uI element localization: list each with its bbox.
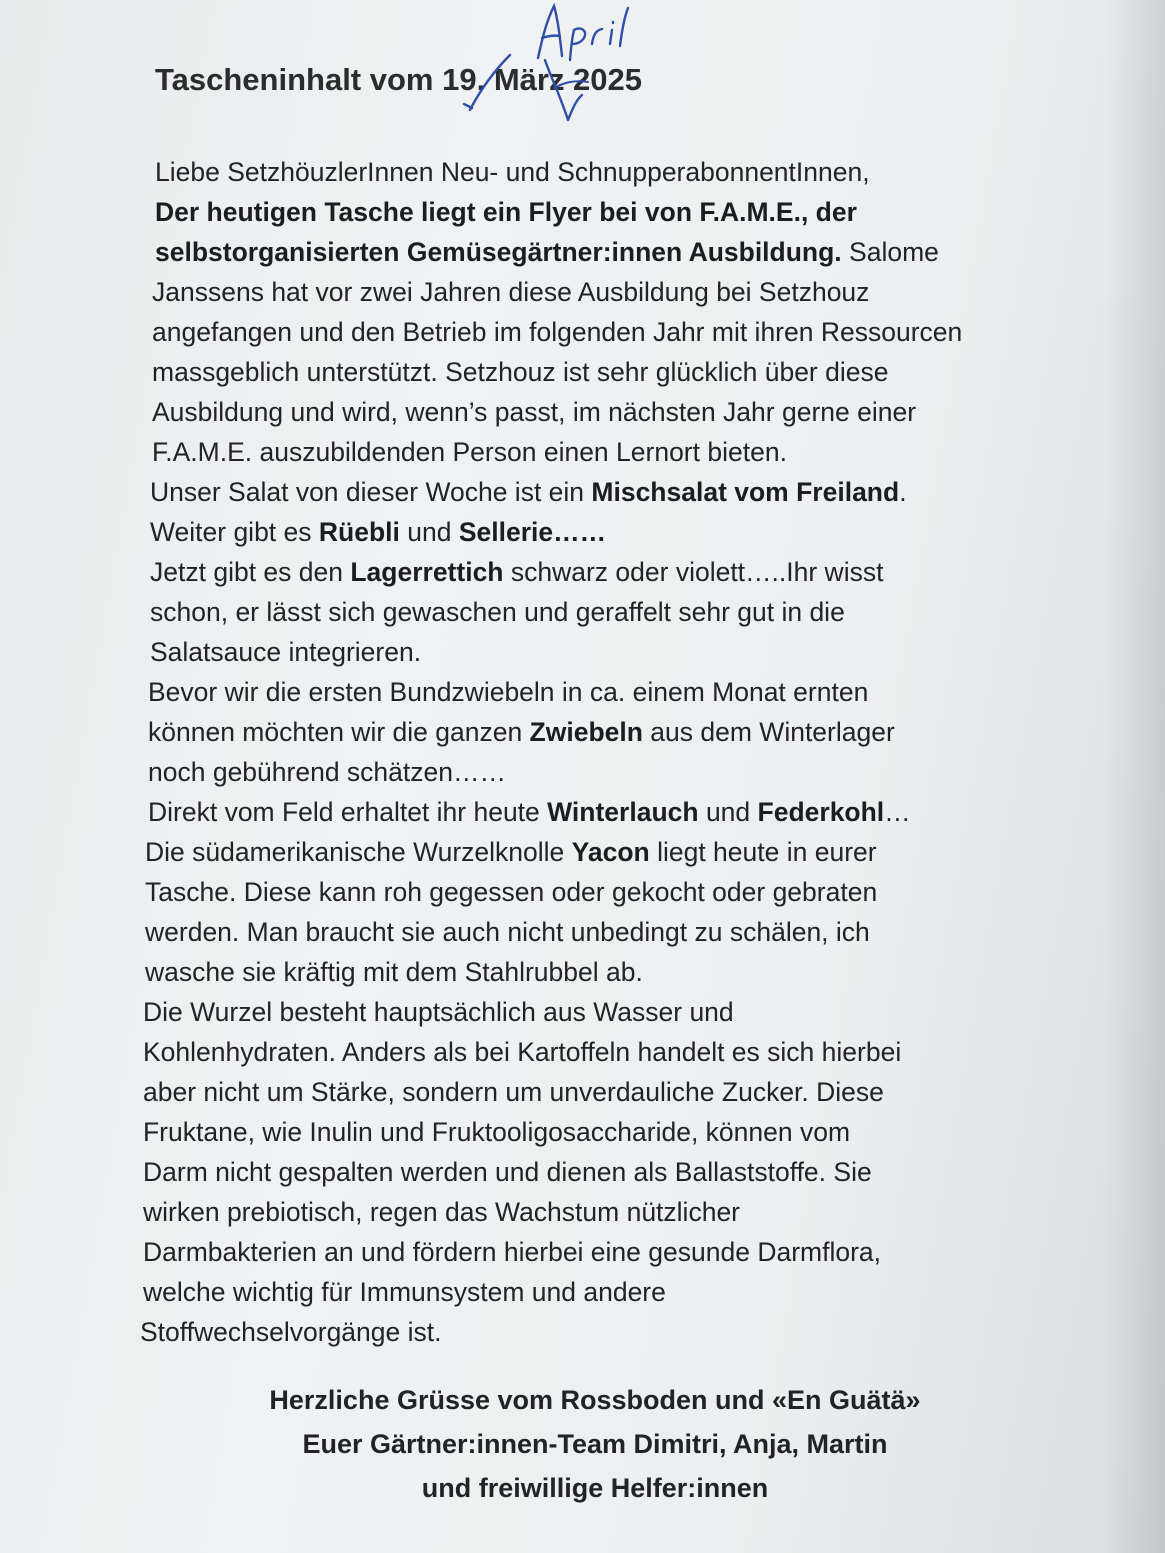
flyer-line-2 — [140, 232, 1050, 272]
field-bold-1: Winterlauch — [547, 797, 699, 827]
salad-post: . — [899, 477, 907, 507]
yacon-line-1 — [140, 832, 1050, 872]
onions-line-2 — [140, 712, 1050, 752]
closing-line-3: und freiwillige Helfer:innen — [421, 1473, 769, 1503]
page-edge-shadow — [1105, 0, 1165, 1553]
field-bold-2: Federkohl — [757, 797, 885, 827]
flyer-line-3: Janssens hat vor zwei Jahren diese Ausbildung bei Setzhouz — [152, 277, 870, 307]
field-line — [140, 792, 1050, 832]
flyer-line-7: F.A.M.E. auszubildenden Person einen Lernort bieten. — [152, 437, 787, 467]
handwritten-correction-mark — [450, 0, 670, 140]
salad-line — [140, 472, 1050, 512]
flyer-line-4: angefangen und den Betrieb im folgenden Jahr mit ihren Ressourcen — [152, 317, 963, 347]
field-mid: und — [698, 797, 758, 827]
radish-post: schwarz oder violett…..Ihr wisst — [503, 557, 884, 587]
onions-line-1: Bevor wir die ersten Bundzwiebeln in ca. einem Monat ernten — [148, 677, 869, 707]
more-bold-2: Sellerie…… — [458, 517, 607, 547]
salad-bold: Mischsalat vom Freiland — [591, 477, 900, 507]
radish-line-1 — [140, 552, 1050, 592]
root-line-1: Die Wurzel besteht hauptsächlich aus Wasser und — [143, 997, 734, 1027]
yacon-pre: Die südamerikanische Wurzelknolle — [145, 837, 572, 867]
root-line-3: aber nicht um Stärke, sondern um unverdauliche Zucker. Diese — [143, 1077, 884, 1107]
radish-line-3: Salatsauce integrieren. — [150, 637, 422, 667]
root-line-6: wirken prebiotisch, regen das Wachstum nützlicher — [143, 1197, 741, 1227]
root-line-7: Darmbakterien an und fördern hierbei eine gesunde Darmflora, — [143, 1237, 882, 1267]
title-prefix: Tascheninhalt vom — [155, 62, 443, 97]
yacon-line-3: werden. Man braucht sie auch nicht unbedingt zu schälen, ich — [145, 917, 870, 947]
radish-pre: Jetzt gibt es den — [150, 557, 351, 587]
salad-pre: Unser Salat von dieser Woche ist ein — [150, 477, 592, 507]
field-post: … — [884, 797, 911, 827]
radish-bold: Lagerrettich — [350, 557, 504, 587]
yacon-bold: Yacon — [571, 837, 650, 867]
more-line — [140, 512, 1050, 552]
flyer-line-6: Ausbildung und wird, wenn’s passt, im nächsten Jahr gerne einer — [152, 397, 917, 427]
onions-bold: Zwiebeln — [529, 717, 643, 747]
onions-post: aus dem Winterlager — [642, 717, 895, 747]
flyer-bold-2: selbstorganisierten Gemüsegärtner:innen Ausbildung. — [155, 237, 842, 267]
struck-date: 19. März 2025 — [442, 62, 643, 97]
root-line-5: Darm nicht gespalten werden und dienen als Ballaststoffe. Sie — [143, 1157, 872, 1187]
yacon-line-4: wasche sie kräftig mit dem Stahlrubbel ab. — [145, 957, 643, 987]
closing-line-1: Herzliche Grüsse vom Rossboden und «En Guätä» — [269, 1385, 921, 1415]
flyer-line-2-rest: Salome — [841, 237, 939, 267]
more-mid: und — [399, 517, 459, 547]
flyer-line-1 — [140, 192, 1050, 232]
radish-line-2: schon, er lässt sich gewaschen und geraffelt sehr gut in die — [150, 597, 845, 627]
root-line-8: welche wichtig für Immunsystem und andere — [143, 1277, 666, 1307]
greeting-line: Liebe SetzhöuzlerInnen Neu- und SchnupperabonnentInnen, — [155, 157, 870, 187]
yacon-post: liegt heute in eurer — [649, 837, 877, 867]
field-pre: Direkt vom Feld erhaltet ihr heute — [148, 797, 548, 827]
closing-line-2: Euer Gärtner:innen-Team Dimitri, Anja, Martin — [302, 1429, 888, 1459]
more-pre: Weiter gibt es — [150, 517, 319, 547]
closing-signature — [140, 1378, 1050, 1510]
onions-line-3: noch gebührend schätzen…… — [148, 757, 506, 787]
onions-pre: können möchten wir die ganzen — [148, 717, 530, 747]
flyer-line-5: massgeblich unterstützt. Setzhouz ist sehr glücklich über diese — [152, 357, 889, 387]
root-line-4: Fruktane, wie Inulin und Fruktooligosaccharide, können vom — [143, 1117, 851, 1147]
more-bold-1: Rüebli — [318, 517, 400, 547]
yacon-line-2: Tasche. Diese kann roh gegessen oder gekocht oder gebraten — [145, 877, 878, 907]
root-line-9: Stoffwechselvorgänge ist. — [140, 1317, 442, 1347]
flyer-bold-1: Der heutigen Tasche liegt ein Flyer bei von F.A.M.E., der — [155, 197, 857, 227]
root-line-2: Kohlenhydraten. Anders als bei Kartoffeln handelt es sich hierbei — [143, 1037, 902, 1067]
letter-body — [140, 152, 1050, 1352]
